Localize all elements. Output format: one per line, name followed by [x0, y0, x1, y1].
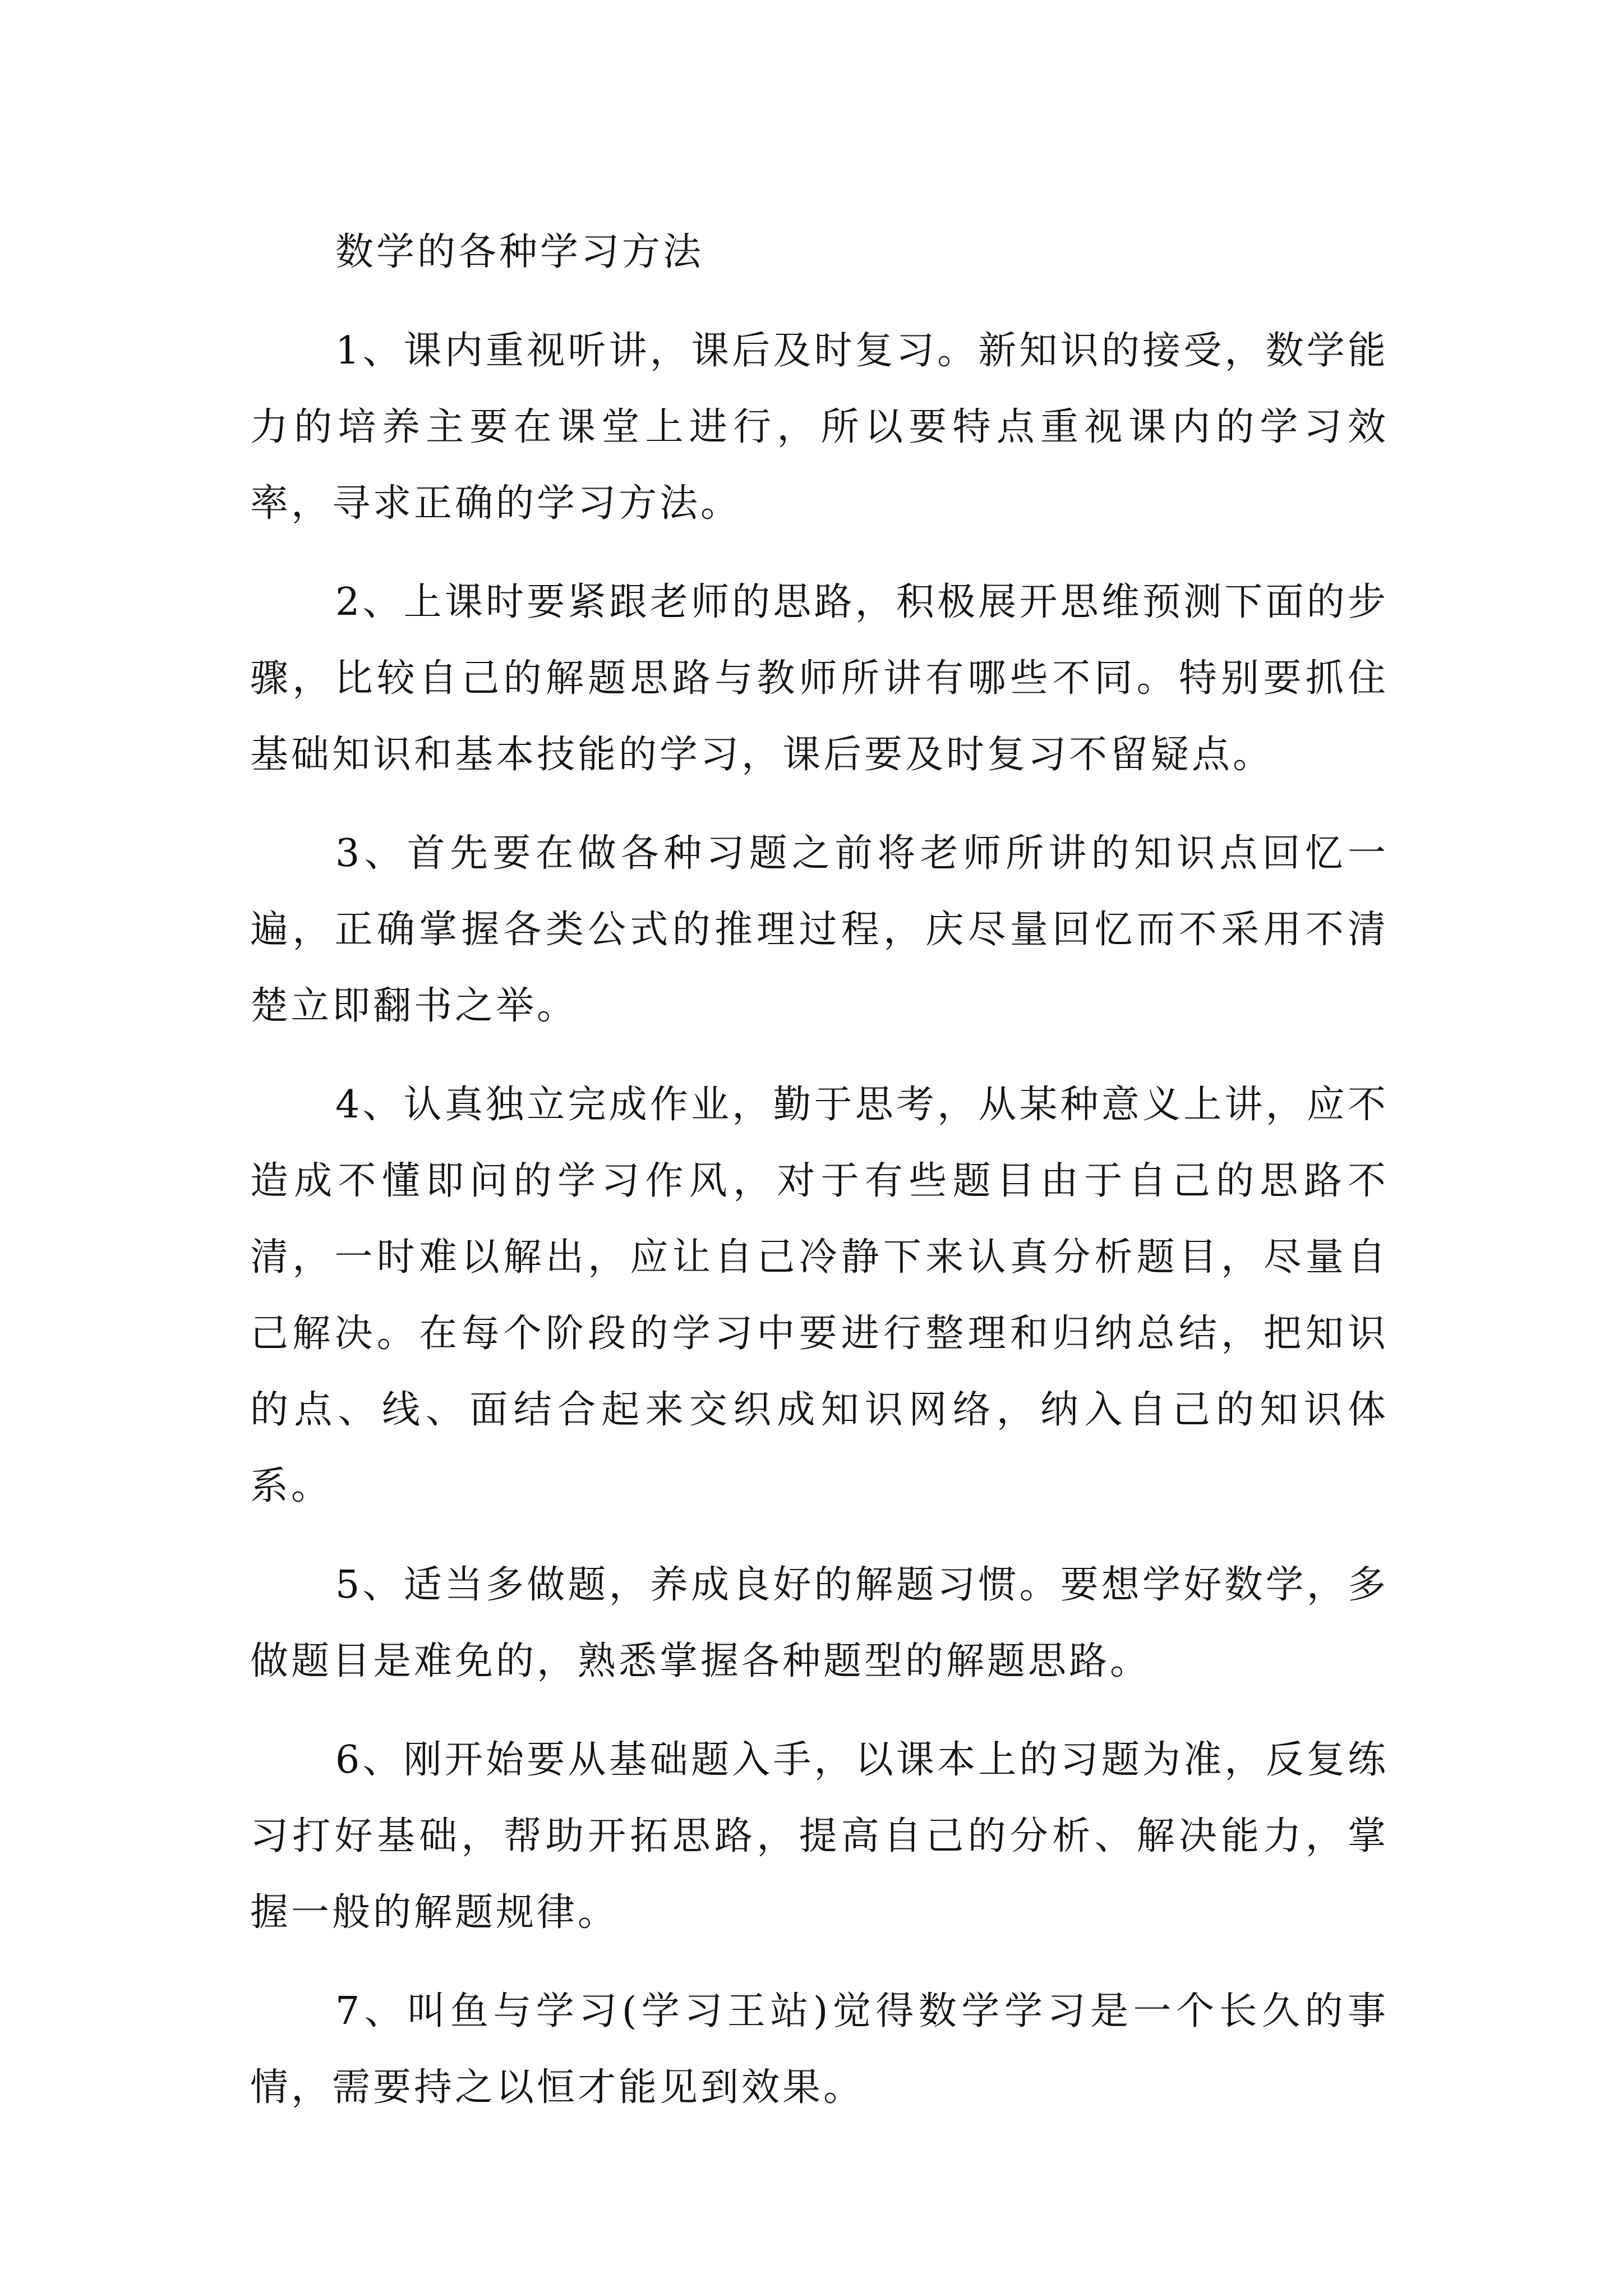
- paragraph-2: 2、上课时要紧跟老师的思路，积极展开思维预测下面的步骤，比较自己的解题思路与教师所讲有哪些不同。特别要抓住基础知识和基本技能的学习，课后要及时复习不留疑点。: [250, 580, 1389, 777]
- paragraph-4: 4、认真独立完成作业，勤于思考，从某种意义上讲，应不造成不懂即问的学习作风，对于有些题目由于自己的思路不清，一时难以解出，应让自己冷静下来认真分析题目，尽量自己解决。在每个阶段的学习中要进行整理和归纳总结，把知识的点、线、面结合起来交织成知识网络，纳入自己的知识体系。: [250, 1083, 1389, 1508]
- paragraph-7: 7、叫鱼与学习(学习王站)觉得数学学习是一个长久的事情，需要持之以恒才能见到效果。: [250, 1989, 1389, 2110]
- document-body: [250, 214, 1389, 2126]
- paragraph-6: 6、刚开始要从基础题入手，以课本上的习题为准，反复练习打好基础，帮助开拓思路，提高自己的分析、解决能力，掌握一般的解题规律。: [250, 1738, 1389, 1935]
- paragraph-1: 1、课内重视听讲，课后及时复习。新知识的接受，数学能力的培养主要在课堂上进行，所以要特点重视课内的学习效率，寻求正确的学习方法。: [250, 329, 1389, 526]
- document-title: 数学的各种学习方法: [335, 230, 704, 274]
- paragraph-5: 5、适当多做题，养成良好的解题习惯。要想学好数学，多做题目是难免的，熟悉掌握各种题型的解题思路。: [250, 1563, 1389, 1683]
- paragraph-3: 3、首先要在做各种习题之前将老师所讲的知识点回忆一遍，正确掌握各类公式的推理过程，庆尽量回忆而不采用不清楚立即翻书之举。: [250, 831, 1389, 1028]
